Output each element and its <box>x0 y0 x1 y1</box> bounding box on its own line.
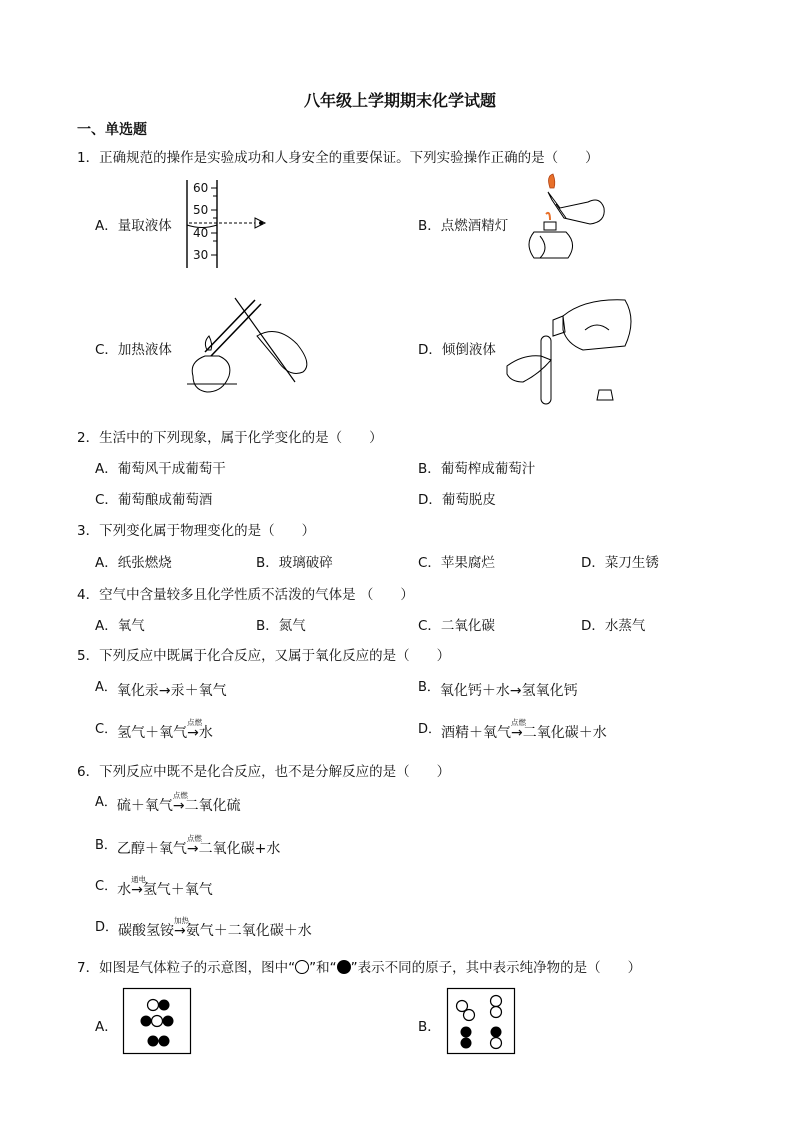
reaction-arrow: → <box>158 683 171 699</box>
q4-option-b: B．氮气 <box>256 618 306 634</box>
q5-option-b: $^{B.}$氧化钙＋水→氢氧化钙 <box>418 680 578 699</box>
section-heading: 一、单选题 <box>77 122 147 138</box>
reaction-arrow: 通电 → <box>131 875 147 898</box>
q6-option-a: $^{A.}$硫＋氧气 点燃 →二氧化硫 <box>95 791 241 814</box>
q3-option-b: B．玻璃破碎 <box>256 555 333 571</box>
white-atom-icon <box>295 960 309 974</box>
question-1-stem: 1．正确规范的操作是实验成功和人身安全的重要保证。下列实验操作正确的是（ ） <box>77 150 599 166</box>
q1-option-d: D．倾倒液体 <box>418 342 496 358</box>
question-2-stem: 2．生活中的下列现象，属于化学变化的是（ ） <box>77 430 383 446</box>
reaction-arrow: 点燃 → <box>511 718 527 741</box>
particle-diagram-b <box>447 988 515 1054</box>
reaction-arrow: 加热 → <box>174 916 190 939</box>
page-title: 八年级上学期期末化学试题 <box>304 91 497 110</box>
tick-label: 60 <box>193 181 209 195</box>
q2-option-c: C．葡萄酿成葡萄酒 <box>95 492 213 508</box>
particle-diagram-a <box>123 988 191 1054</box>
q7-option-a: A． <box>95 1019 118 1035</box>
question-6-stem: 6．下列反应中既不是化合反应，也不是分解反应的是（ ） <box>77 764 451 780</box>
tick-label: 40 <box>193 226 209 240</box>
q2-option-d: D．葡萄脱皮 <box>418 492 496 508</box>
q3-option-a: A．纸张燃烧 <box>95 555 172 571</box>
reaction-arrow: 点燃 → <box>187 718 203 741</box>
q3-option-d: D．菜刀生锈 <box>581 555 659 571</box>
q5-option-c: $^{C.}$氢气＋氧气 点燃 →水 <box>95 718 213 741</box>
q7-option-b: B． <box>418 1019 441 1035</box>
q2-option-a: A．葡萄风干成葡萄干 <box>95 461 226 477</box>
question-7-stem: 7．如图是气体粒子的示意图，图中“ ”和“ ”表示不同的原子，其中表示纯净物的是（ ） <box>77 960 642 976</box>
q4-option-c: C．二氧化碳 <box>418 618 495 634</box>
q6-option-d: $^{D.}$碳酸氢铵 加热 →氨气＋二氧化碳＋水 <box>95 916 312 939</box>
question-5-stem: 5．下列反应中既属于化合反应，又属于氧化反应的是（ ） <box>77 648 451 664</box>
q4-option-d: D．水蒸气 <box>581 618 646 634</box>
q6-option-b: $^{B.}$乙醇＋氧气 点燃 →二氧化碳+水 <box>95 834 281 857</box>
black-atom-icon <box>337 960 351 974</box>
pouring-liquid-figure <box>505 290 640 412</box>
alcohol-lamp-lighting-figure <box>520 174 610 270</box>
q6-option-c: $^{C.}$水 通电 →氢气＋氧气 <box>95 875 213 898</box>
q2-option-b: B．葡萄榨成葡萄汁 <box>418 461 536 477</box>
reaction-arrow: 点燃 → <box>172 791 188 814</box>
question-4-stem: 4．空气中含量较多且化学性质不活泼的气体是 （ ） <box>77 587 414 603</box>
question-3-stem: 3．下列变化属于物理变化的是（ ） <box>77 523 316 539</box>
q3-option-c: C．苹果腐烂 <box>418 555 495 571</box>
tick-label: 50 <box>193 203 209 217</box>
reaction-arrow: 点燃 → <box>186 834 202 857</box>
heating-liquid-figure <box>185 292 320 396</box>
q5-option-a: $^{A.}$氧化汞→汞＋氧气 <box>95 680 227 699</box>
q5-option-d: $^{D.}$酒精＋氧气 点燃 →二氧化碳＋水 <box>418 718 607 741</box>
q1-option-a: A．量取液体 <box>95 218 172 234</box>
reaction-arrow: → <box>509 683 522 699</box>
tick-label: 30 <box>193 248 209 262</box>
graduated-cylinder-figure <box>183 178 283 270</box>
q4-option-a: A．氧气 <box>95 618 145 634</box>
q1-option-b: B．点燃酒精灯 <box>418 218 509 234</box>
q1-option-c: C．加热液体 <box>95 342 172 358</box>
